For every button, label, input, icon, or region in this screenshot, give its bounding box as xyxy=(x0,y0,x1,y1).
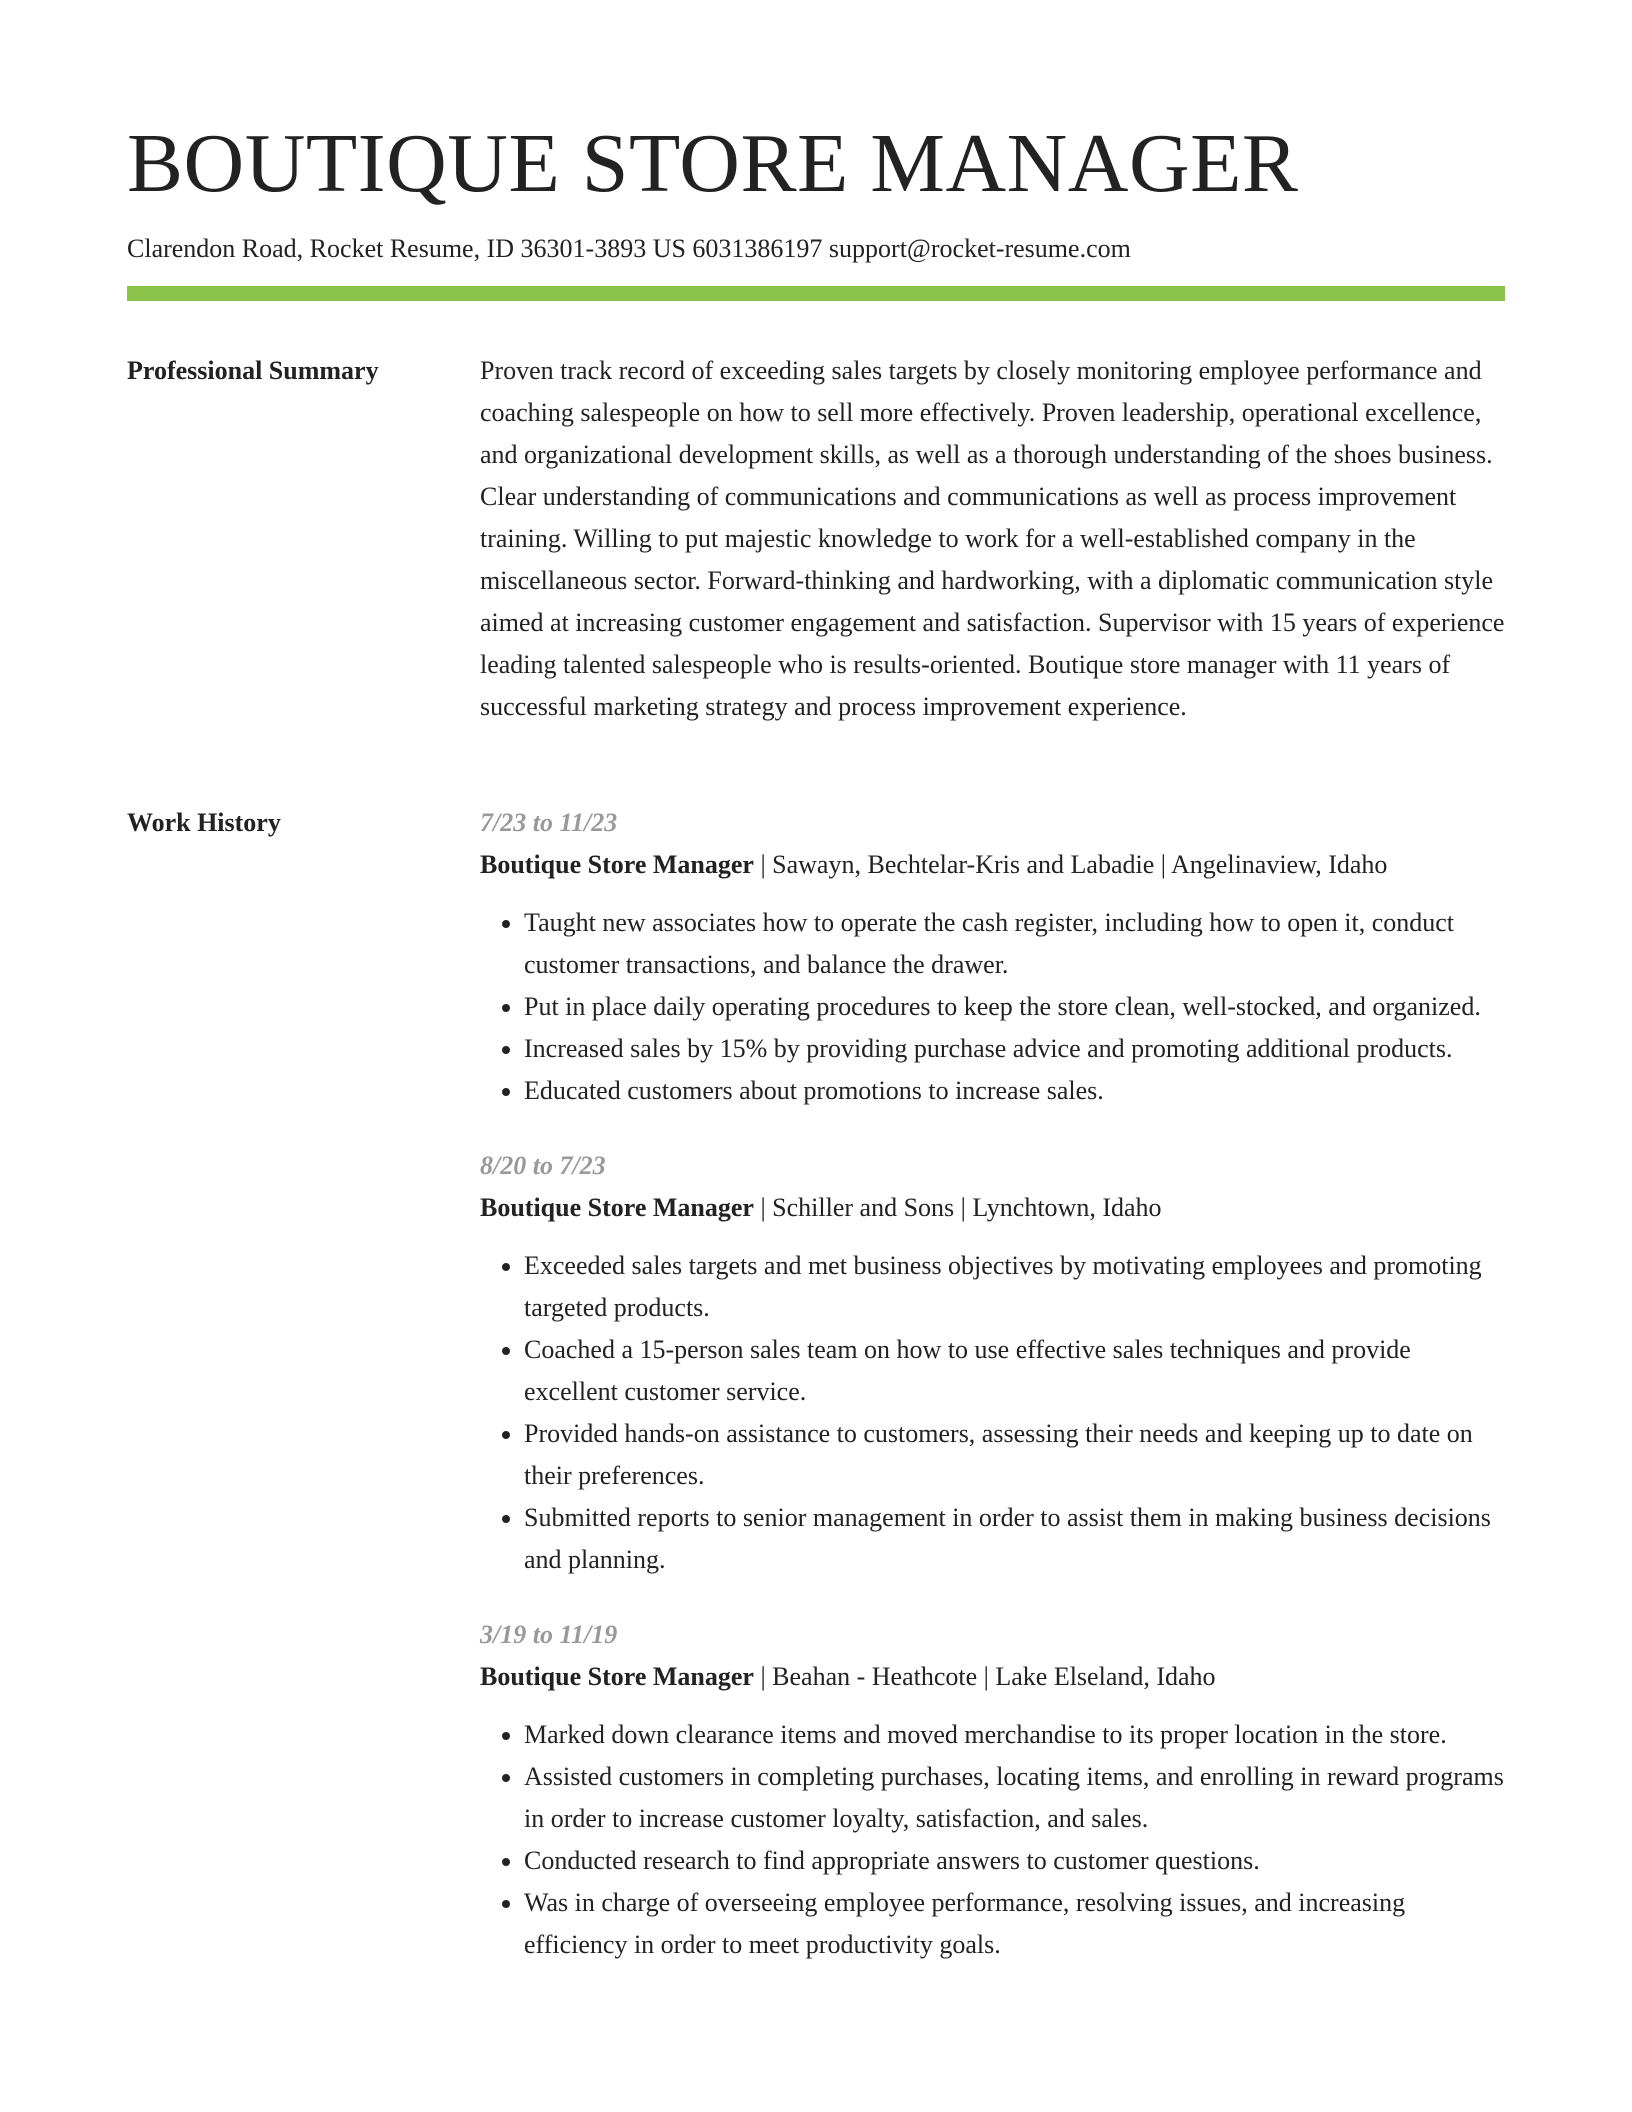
summary-text: Proven track record of exceeding sales targets by closely monitoring employee performance and coaching salespeople on how to sell more effectively. Proven leadership, operational excellence, and organizational development skills, as well as a thorough understanding of the shoes business. Clear understanding of communications and communications as well as process improvement training. Willing to put majestic knowledge to work for a well-established company in the miscellaneous sector. Forward-thinking and hardworking, with a diplomatic communication style aimed at increasing customer engagement and satisfaction. Supervisor with 15 years of experience leading talented salespeople who is results-oriented. Boutique store manager with 11 years of successful marketing strategy and process improvement experience. xyxy=(480,356,1505,721)
job-entry xyxy=(480,802,1505,1112)
job-heading xyxy=(480,1656,1505,1698)
job-bullet: • Conducted research to find appropriate answers to customer questions. xyxy=(524,1840,1505,1882)
job-dates: 7/23 to 11/23 xyxy=(480,808,618,837)
job-heading xyxy=(480,1187,1505,1229)
contact-info: Clarendon Road, Rocket Resume, ID 36301-3893 US 6031386197 support@rocket-resume.com xyxy=(127,234,1131,263)
summary-body xyxy=(480,350,1505,728)
job-employer-location: | Schiller and Sons | Lynchtown, Idaho xyxy=(753,1193,1162,1222)
job-bullet: • Marked down clearance items and moved merchandise to its proper location in the store. xyxy=(524,1714,1505,1756)
section-label-summary: Professional Summary xyxy=(127,356,379,385)
section-label-work-history: Work History xyxy=(127,808,281,837)
job-bullet-list xyxy=(480,902,1505,1112)
job-dates: 3/19 to 11/19 xyxy=(480,1620,618,1649)
job-title: Boutique Store Manager xyxy=(480,1662,754,1691)
job-title: Boutique Store Manager xyxy=(480,850,754,879)
job-bullet: • Taught new associates how to operate the cash register, including how to open it, conduct customer transactions, and balance the drawer. xyxy=(524,902,1505,986)
job-bullet: • Provided hands-on assistance to customers, assessing their needs and keeping up to date on their preferences. xyxy=(524,1413,1505,1497)
job-bullet: • Exceeded sales targets and met business objectives by motivating employees and promoting targeted products. xyxy=(524,1245,1505,1329)
job-bullet: • Put in place daily operating procedures to keep the store clean, well-stocked, and organized. xyxy=(524,986,1505,1028)
job-bullet: • Assisted customers in completing purchases, locating items, and enrolling in reward programs in order to increase customer loyalty, satisfaction, and sales. xyxy=(524,1756,1505,1840)
job-heading xyxy=(480,844,1505,886)
job-dates: 8/20 to 7/23 xyxy=(480,1151,606,1180)
job-bullet-list xyxy=(480,1714,1505,1966)
job-title: Boutique Store Manager xyxy=(480,1193,754,1222)
job-bullet: • Submitted reports to senior management in order to assist them in making business decisions and planning. xyxy=(524,1497,1505,1581)
accent-divider xyxy=(127,286,1505,301)
job-entry xyxy=(480,1145,1505,1581)
work-history-body xyxy=(480,802,1505,1999)
job-employer-location: | Beahan - Heathcote | Lake Elseland, Idaho xyxy=(753,1662,1216,1691)
job-bullet: • Coached a 15-person sales team on how to use effective sales techniques and provide excellent customer service. xyxy=(524,1329,1505,1413)
job-bullet-list xyxy=(480,1245,1505,1581)
job-bullet: • Increased sales by 15% by providing purchase advice and promoting additional products. xyxy=(524,1028,1505,1070)
job-employer-location: | Sawayn, Bechtelar-Kris and Labadie | Angelinaview, Idaho xyxy=(753,850,1388,879)
job-entry xyxy=(480,1614,1505,1966)
job-bullet: • Was in charge of overseeing employee performance, resolving issues, and increasing efficiency in order to meet productivity goals. xyxy=(524,1882,1505,1966)
job-bullet: • Educated customers about promotions to increase sales. xyxy=(524,1070,1505,1112)
resume-name: BOUTIQUE STORE MANAGER xyxy=(127,117,1299,210)
